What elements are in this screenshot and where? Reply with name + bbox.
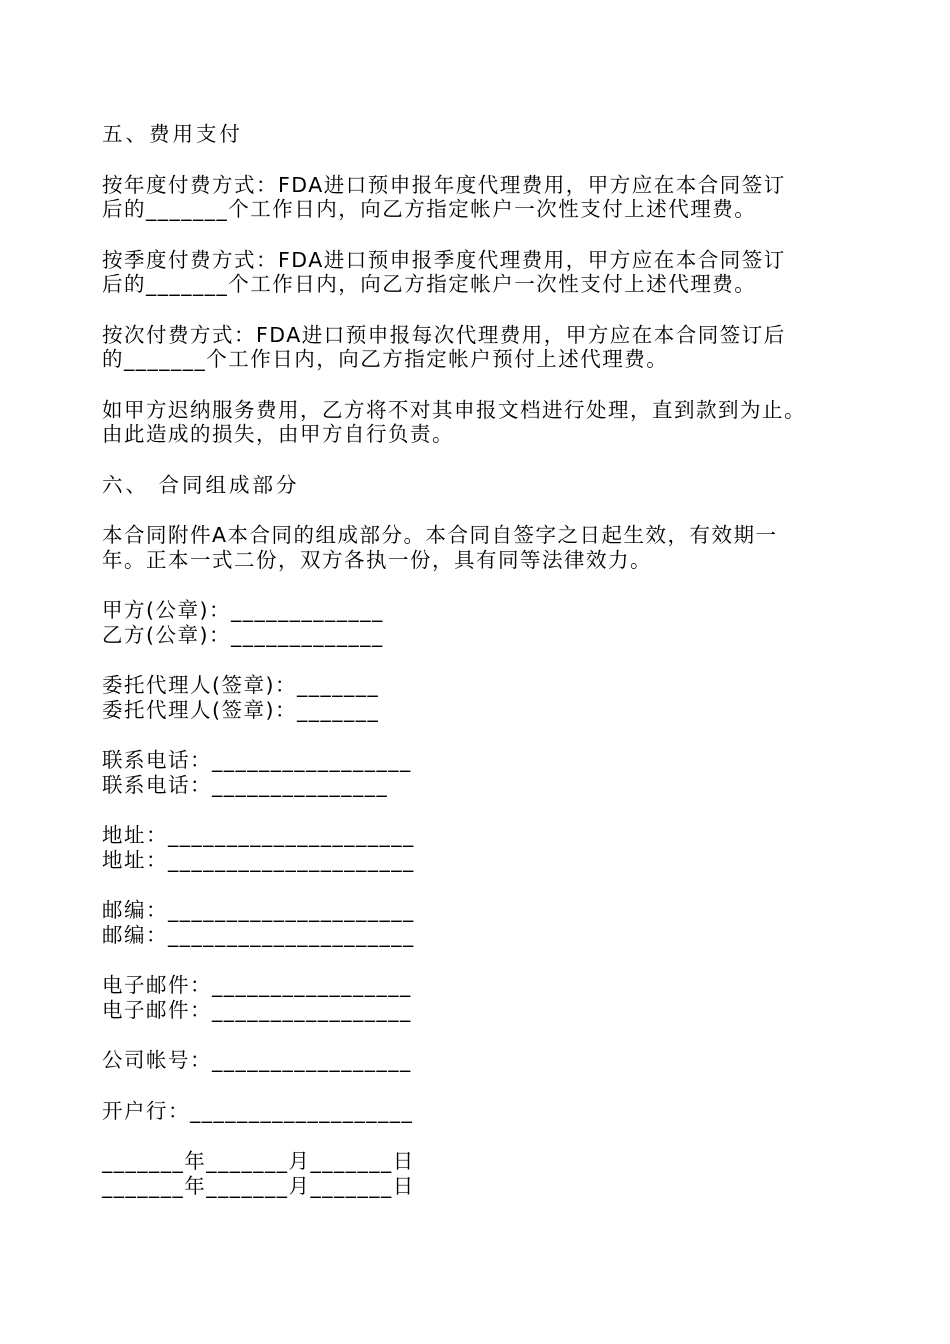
paragraph-line: 的_______个工作日内，向乙方指定帐户预付上述代理费。 — [102, 347, 669, 371]
party-b-agent-field[interactable]: 委托代理人(签章)：_______ — [102, 697, 380, 722]
section-heading-payment: 五、费用支付 — [102, 122, 243, 146]
paragraph-line: 年。正本一式二份，双方各执一份，具有同等法律效力。 — [102, 547, 652, 572]
party-b-email-field[interactable]: 电子邮件：_________________ — [102, 997, 412, 1022]
paragraph-line: 按季度付费方式：FDA进口预申报季度代理费用，甲方应在本合同签订 — [102, 247, 786, 272]
party-b-seal-field[interactable]: 乙方(公章)：_____________ — [102, 622, 384, 647]
phone-fields — [102, 748, 882, 797]
party-a-email-field[interactable]: 电子邮件：_________________ — [102, 973, 412, 997]
party-b-address-field[interactable]: 地址：_____________________ — [102, 847, 415, 872]
party-a-date-field[interactable]: _______年_______月_______日 — [102, 1149, 415, 1173]
date-fields — [102, 1149, 882, 1198]
paragraph-line: 由此造成的损失，由甲方自行负责。 — [102, 422, 454, 446]
postcode-fields — [102, 898, 882, 947]
account-fields — [102, 1048, 882, 1073]
paragraph-quarterly-fee — [102, 248, 882, 297]
paragraph-annual-fee — [102, 173, 882, 222]
company-account-field[interactable]: 公司帐号：_________________ — [102, 1048, 412, 1072]
party-a-agent-field[interactable]: 委托代理人(签章)：_______ — [102, 673, 380, 697]
paragraph-line: 按年度付费方式：FDA进口预申报年度代理费用，甲方应在本合同签订 — [102, 172, 786, 197]
party-a-postcode-field[interactable]: 邮编：_____________________ — [102, 898, 415, 922]
section-heading-contract-parts: 六、 合同组成部分 — [102, 472, 300, 497]
party-seal-fields — [102, 598, 882, 647]
party-b-postcode-field[interactable]: 邮编：_____________________ — [102, 922, 415, 947]
party-a-address-field[interactable]: 地址：_____________________ — [102, 823, 415, 847]
party-a-phone-field[interactable]: 联系电话：_________________ — [102, 748, 412, 772]
party-b-date-field[interactable]: _______年_______月_______日 — [102, 1173, 415, 1198]
paragraph-contract-validity — [102, 523, 882, 572]
paragraph-per-use-fee — [102, 323, 882, 372]
contract-page — [102, 122, 882, 1224]
paragraph-line: 后的_______个工作日内，向乙方指定帐户一次性支付上述代理费。 — [102, 197, 757, 221]
agent-signature-fields — [102, 673, 882, 722]
paragraph-late-payment — [102, 398, 882, 447]
paragraph-line: 按次付费方式：FDA进口预申报每次代理费用，甲方应在本合同签订后 — [102, 322, 786, 347]
party-b-phone-field[interactable]: 联系电话：_______________ — [102, 772, 389, 797]
bank-fields — [102, 1099, 882, 1124]
email-fields — [102, 973, 882, 1022]
address-fields — [102, 823, 882, 872]
paragraph-line: 后的_______个工作日内，向乙方指定帐户一次性支付上述代理费。 — [102, 272, 757, 296]
paragraph-line: 本合同附件A本合同的组成部分。本合同自签字之日起生效，有效期一 — [102, 523, 778, 547]
paragraph-line: 如甲方迟纳服务费用，乙方将不对其申报文档进行处理，直到款到为止。 — [102, 397, 806, 422]
bank-field[interactable]: 开户行：___________________ — [102, 1098, 414, 1123]
party-a-seal-field[interactable]: 甲方(公章)：_____________ — [102, 598, 384, 622]
